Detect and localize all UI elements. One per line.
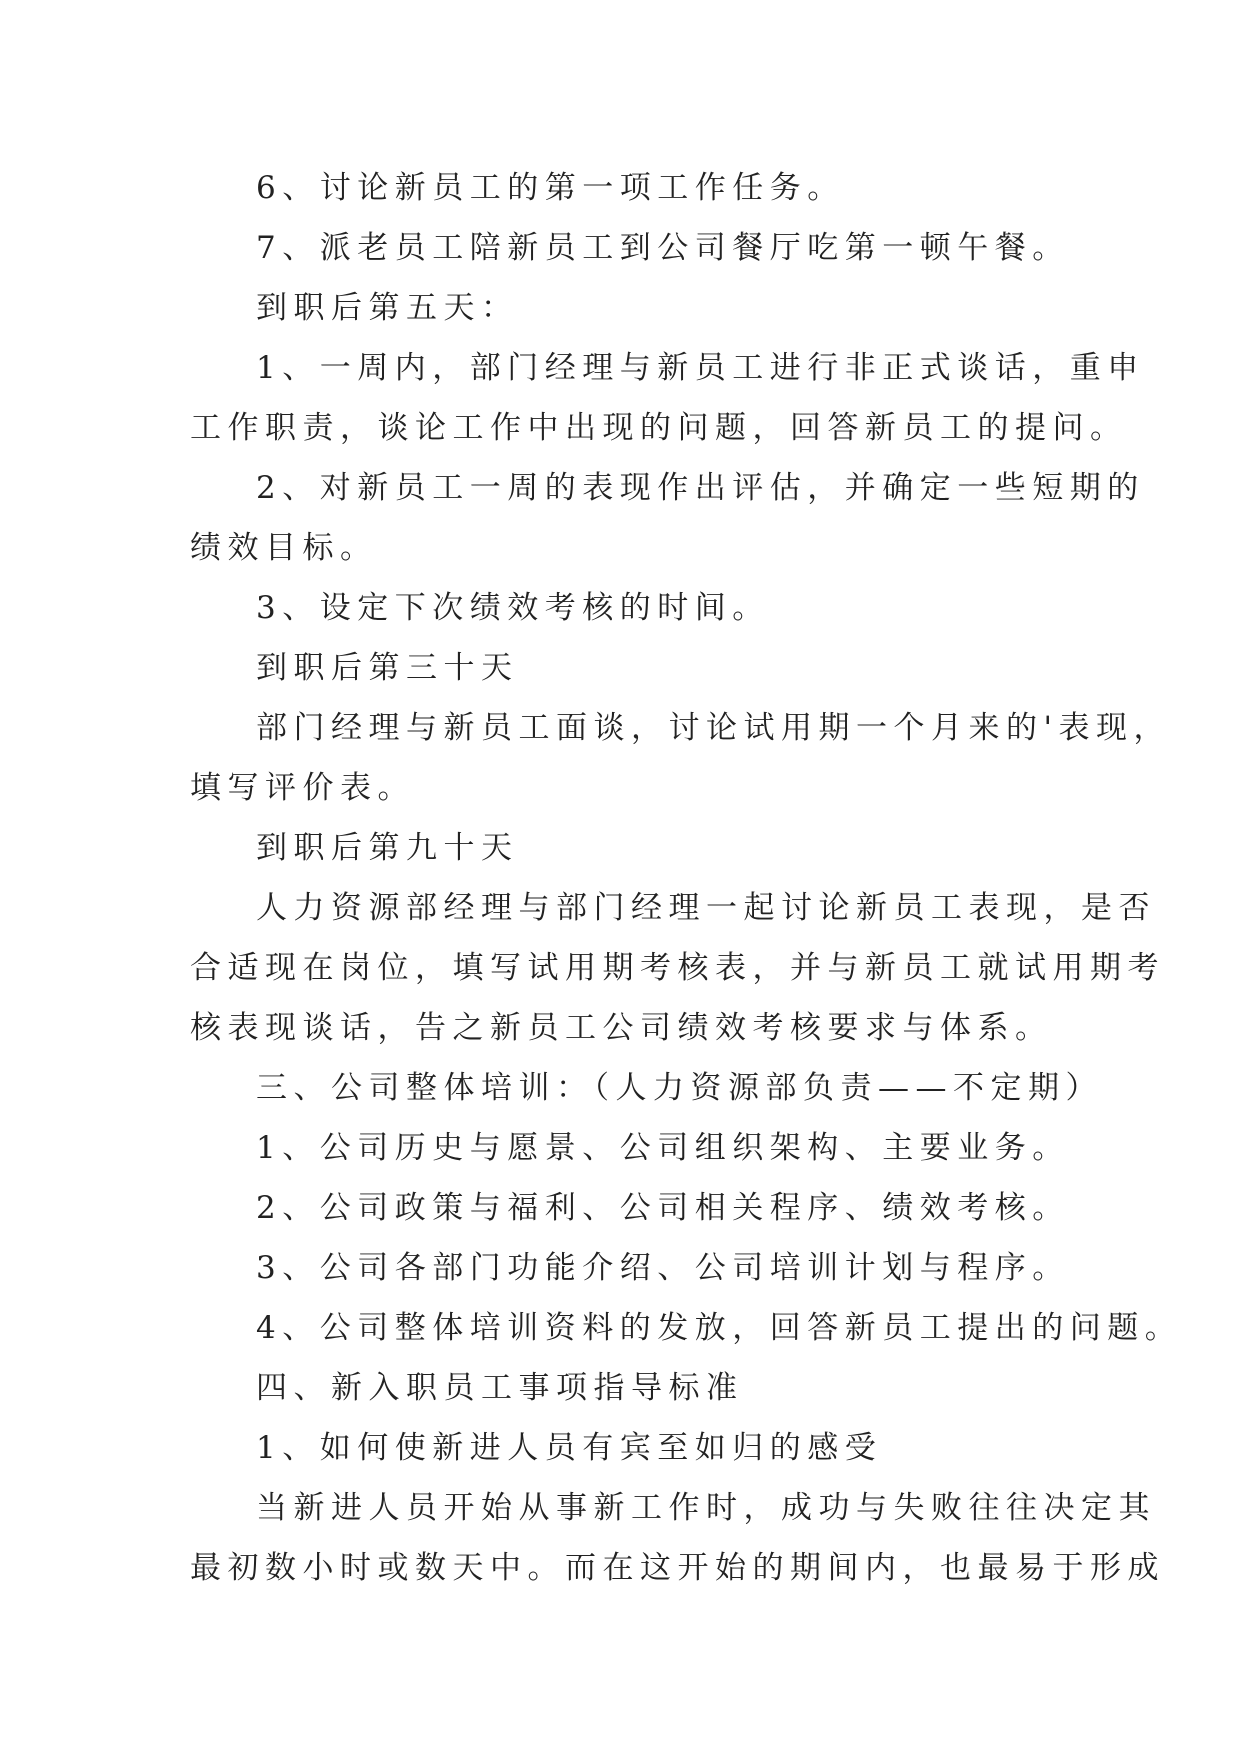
section-heading-day-30: 到职后第三十天 — [256, 650, 519, 686]
section-heading-day-5: 到职后第五天： — [256, 290, 519, 326]
list-item: 2、公司政策与福利、公司相关程序、绩效考核。 — [256, 1190, 1070, 1226]
paragraph-line: 最初数小时或数天中。而在这开始的期间内，也最易于形成 — [190, 1550, 1165, 1586]
list-item-7: 7、派老员工陪新员工到公司餐厅吃第一顿午餐。 — [256, 230, 1070, 266]
subsection-heading: 1、如何使新进人员有宾至如归的感受 — [256, 1430, 883, 1466]
paragraph-line: 1、一周内，部门经理与新员工进行非正式谈话，重申 — [256, 350, 1145, 386]
paragraph-line: 人力资源部经理与部门经理一起讨论新员工表现，是否 — [256, 890, 1156, 926]
paragraph-line: 部门经理与新员工面谈，讨论试用期一个月来的'表现， — [256, 710, 1172, 746]
paragraph-line: 绩效目标。 — [190, 530, 378, 566]
paragraph-line: 核表现谈话，告之新员工公司绩效考核要求与体系。 — [190, 1010, 1053, 1046]
paragraph-line: 2、对新员工一周的表现作出评估，并确定一些短期的 — [256, 470, 1145, 506]
document-body — [190, 158, 1183, 1598]
list-item: 4、公司整体培训资料的发放，回答新员工提出的问题。 — [256, 1310, 1183, 1346]
section-heading-training: 三、公司整体培训：（人力资源部负责——不定期） — [256, 1070, 1103, 1106]
paragraph-line: 3、设定下次绩效考核的时间。 — [256, 590, 770, 626]
paragraph-line: 当新进人员开始从事新工作时，成功与失败往往决定其 — [256, 1490, 1156, 1526]
list-item: 1、公司历史与愿景、公司组织架构、主要业务。 — [256, 1130, 1070, 1166]
section-heading-guidelines: 四、新入职员工事项指导标准 — [256, 1370, 744, 1406]
list-item: 3、公司各部门功能介绍、公司培训计划与程序。 — [256, 1250, 1070, 1286]
paragraph-line: 工作职责，谈论工作中出现的问题，回答新员工的提问。 — [190, 410, 1128, 446]
section-heading-day-90: 到职后第九十天 — [256, 830, 519, 866]
list-item-6: 6、讨论新员工的第一项工作任务。 — [256, 170, 845, 206]
paragraph-line: 填写评价表。 — [190, 770, 415, 806]
paragraph-line: 合适现在岗位，填写试用期考核表，并与新员工就试用期考 — [190, 950, 1165, 986]
